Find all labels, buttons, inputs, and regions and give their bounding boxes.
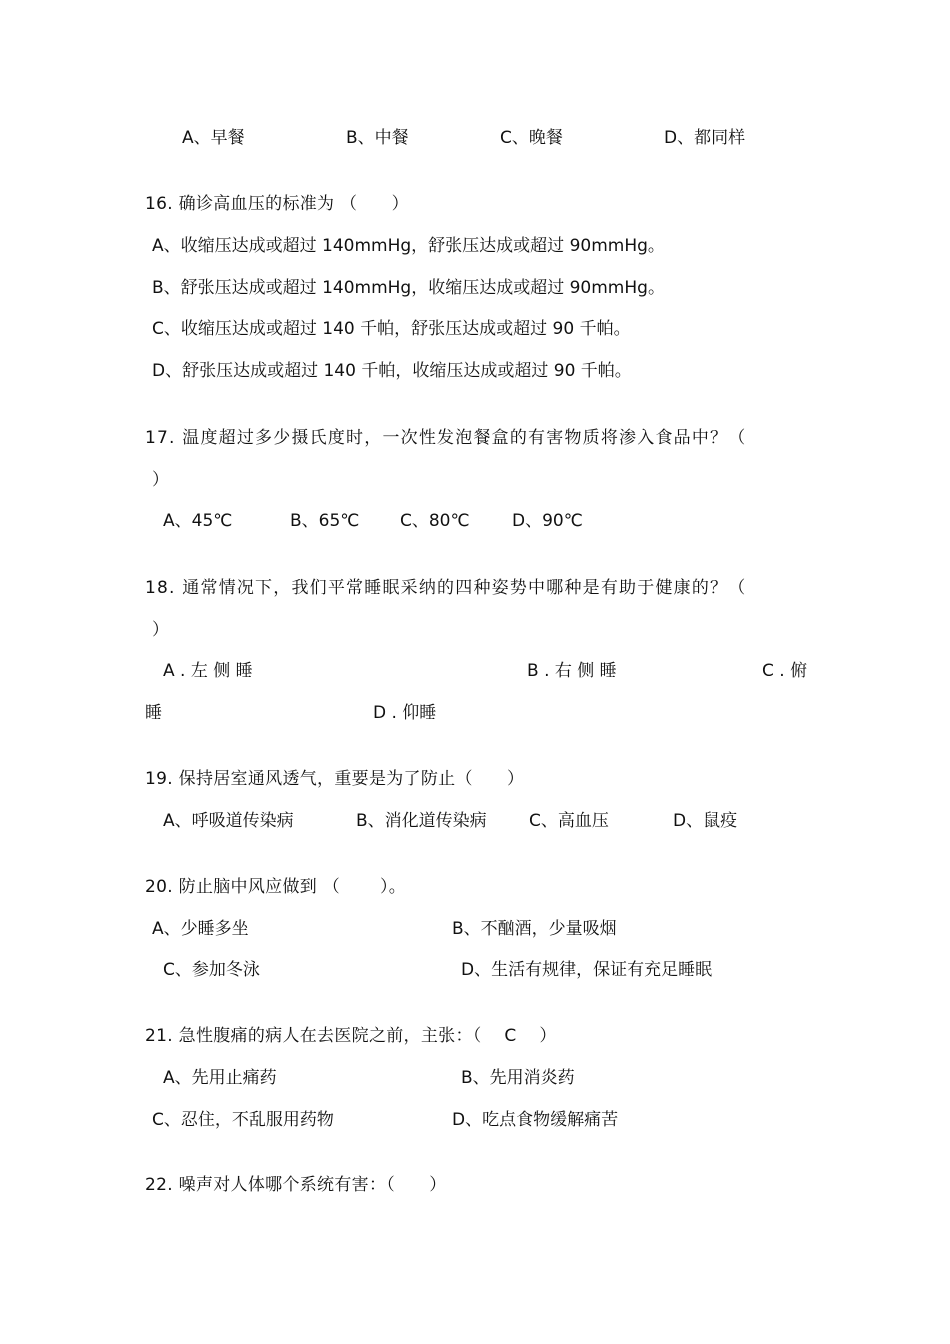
q17-option-b: B、65℃ — [290, 511, 360, 531]
q18-stem: 18. 通常情况下，我们平常睡眠采纳的四种姿势中哪种是有助于健康的？（ — [145, 578, 747, 598]
q18-option-c-continued: 睡 — [145, 703, 162, 723]
q19-option-d: D、鼠疫 — [673, 811, 738, 831]
q16-option-b: B、舒张压达成或超过 140mmHg，收缩压达成或超过 90mmHg。 — [152, 278, 665, 298]
q16-option-c: C、收缩压达成或超过 140 千帕，舒张压达成或超过 90 千帕。 — [152, 319, 631, 339]
q17-stem: 17. 温度超过多少摄氏度时，一次性发泡餐盒的有害物质将渗入食品中？（ — [145, 428, 747, 448]
q15-option-b: B、中餐 — [346, 128, 409, 148]
q18-option-a: A . 左 侧 睡 — [163, 661, 253, 681]
q16-option-a: A、收缩压达成或超过 140mmHg，舒张压达成或超过 90mmHg。 — [152, 236, 665, 256]
q15-option-c: C、晚餐 — [500, 128, 563, 148]
q18-option-b: B . 右 侧 睡 — [527, 661, 617, 681]
q22-stem: 22. 噪声对人体哪个系统有害：（ ） — [145, 1175, 447, 1195]
q21-option-b: B、先用消炎药 — [461, 1068, 575, 1088]
q21-stem: 21. 急性腹痛的病人在去医院之前，主张：（ C ） — [145, 1026, 557, 1046]
q16-option-d: D、舒张压达成或超过 140 千帕，收缩压达成或超过 90 千帕。 — [152, 361, 632, 381]
q18-option-d: D . 仰睡 — [373, 703, 437, 723]
q20-option-b: B、不酗酒，少量吸烟 — [452, 919, 617, 939]
q15-option-a: A、早餐 — [182, 128, 245, 148]
q19-option-c: C、高血压 — [529, 811, 609, 831]
q19-stem: 19. 保持居室通风透气，重要是为了防止（ ） — [145, 769, 525, 789]
q17-option-c: C、80℃ — [400, 511, 470, 531]
q20-option-a: A、少睡多坐 — [152, 919, 249, 939]
q21-option-d: D、吃点食物缓解痛苦 — [452, 1110, 619, 1130]
q15-option-d: D、都同样 — [664, 128, 746, 148]
q17-option-d: D、90℃ — [512, 511, 583, 531]
q20-stem: 20. 防止脑中风应做到 （ ）。 — [145, 877, 407, 897]
q19-option-a: A、呼吸道传染病 — [163, 811, 294, 831]
q21-option-c: C、忍住，不乱服用药物 — [152, 1110, 334, 1130]
q18-stem-continued: ） — [152, 620, 169, 640]
q21-option-a: A、先用止痛药 — [163, 1068, 277, 1088]
q17-option-a: A、45℃ — [163, 511, 233, 531]
q17-stem-continued: ） — [152, 470, 169, 490]
q20-option-d: D、生活有规律，保证有充足睡眠 — [461, 960, 713, 980]
q19-option-b: B、消化道传染病 — [356, 811, 487, 831]
q20-option-c: C、参加冬泳 — [163, 960, 260, 980]
q18-option-c: C . 俯 — [762, 661, 808, 681]
q16-stem: 16. 确诊高血压的标准为 （ ） — [145, 194, 409, 214]
